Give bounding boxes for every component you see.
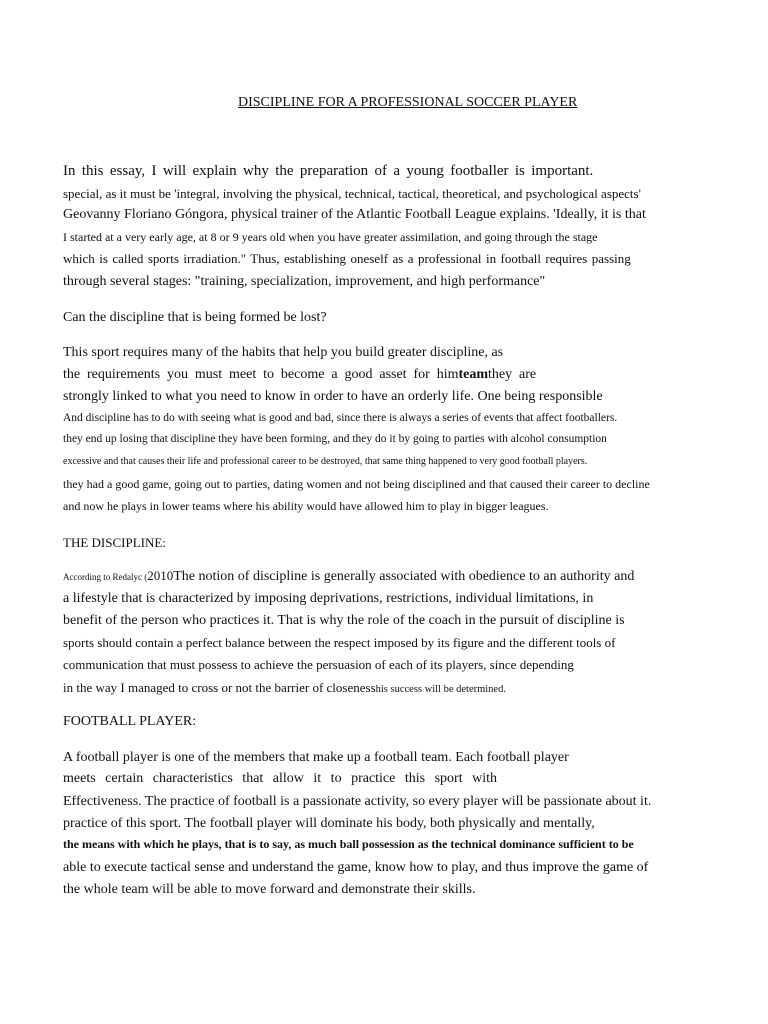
intro-line-4: I started at a very early age, at 8 or 9 years old when you have greater assimilation, and going through the stage (63, 230, 598, 244)
para3-line-5: communication that must possess to achieve the persuasion of each of its players, since depending (63, 657, 574, 672)
heading-football-player: FOOTBALL PLAYER: (63, 714, 197, 729)
para2-line-2-b: they are (488, 367, 537, 382)
para4-line-7: the whole team will be able to move forward and demonstrate their skills. (63, 882, 476, 897)
para3-line-2: a lifestyle that is characterized by imposing deprivations, restrictions, individual limitations, in (63, 591, 594, 606)
para4-line-4: practice of this sport. The football player will dominate his body, both physically and mentally, (63, 816, 595, 831)
para3-line-1 (63, 569, 634, 584)
para3-line-1-text: The notion of discipline is generally associated with obedience to an authority and (173, 569, 635, 584)
intro-line-2: special, as it must be 'integral, involving the physical, technical, tactical, theoretical, and psychological aspects' (63, 186, 641, 201)
para3-line-6 (63, 681, 506, 696)
intro-line-1: In this essay, I will explain why the preparation of a young footballer is important. (63, 163, 594, 179)
document-title: DISCIPLINE FOR A PROFESSIONAL SOCCER PLAYER (238, 95, 578, 110)
intro-line-6: through several stages: "training, specialization, improvement, and high performance" (63, 274, 546, 289)
para3-line-3: benefit of the person who practices it. That is why the role of the coach in the pursuit of discipline is (63, 613, 625, 628)
para4-line-6: able to execute tactical sense and understand the game, know how to play, and thus improve the game of (63, 860, 649, 875)
para4-line-5: the means with which he plays, that is to say, as much ball possession as the technical dominance sufficient to be (63, 837, 634, 851)
para2-line-6: excessive and that causes their life and professional career to be destroyed, that same thing happened to very good football players. (63, 456, 588, 467)
para2-line-2 (63, 368, 536, 382)
para4-line-2: meets certain characteristics that allow it to practice this sport with (63, 771, 497, 786)
para3-year: 2010 (147, 568, 174, 583)
para2-line-3: strongly linked to what you need to know in order to have an orderly life. One being responsible (63, 389, 603, 404)
para3-citation: According to Redalyc ( (63, 572, 148, 582)
para2-line-7: they had a good game, going out to parties, dating women and not being disciplined and that caused their career to decline (63, 477, 650, 491)
para4-line-3: Effectiveness. The practice of football is a passionate activity, so every player will be passionate about it. (63, 794, 652, 809)
para2-line-2-bold: team (458, 367, 489, 382)
para2-line-4: And discipline has to do with seeing what is good and bad, since there is always a series of events that affect footballers. (63, 412, 618, 424)
intro-line-5: which is called sports irradiation." Thus, establishing oneself as a professional in football requires passing (63, 251, 631, 266)
para2-line-8: and now he plays in lower teams where his ability would have allowed him to play in bigger leagues. (63, 499, 549, 513)
para3-line-4: sports should contain a perfect balance between the respect imposed by its figure and the different tools of (63, 635, 616, 650)
intro-line-3: Geovanny Floriano Góngora, physical trainer of the Atlantic Football League explains. 'Ideally, it is that (63, 207, 646, 222)
para3-line-6-a: in the way I managed to cross or not the barrier of closeness (63, 680, 376, 695)
para2-line-2-a: the requirements you must meet to become a good asset for him (63, 367, 459, 382)
para4-line-1: A football player is one of the members that make up a football team. Each football player (63, 750, 569, 765)
para2-line-1: This sport requires many of the habits that help you build greater discipline, as (63, 345, 504, 360)
discipline-question: Can the discipline that is being formed be lost? (63, 310, 327, 325)
para3-line-6-b: his success will be determined. (375, 684, 506, 695)
para2-line-5: they end up losing that discipline they have been forming, and they do it by going to parties with alcohol consumption (63, 433, 607, 445)
heading-the-discipline: THE DISCIPLINE: (63, 535, 166, 550)
